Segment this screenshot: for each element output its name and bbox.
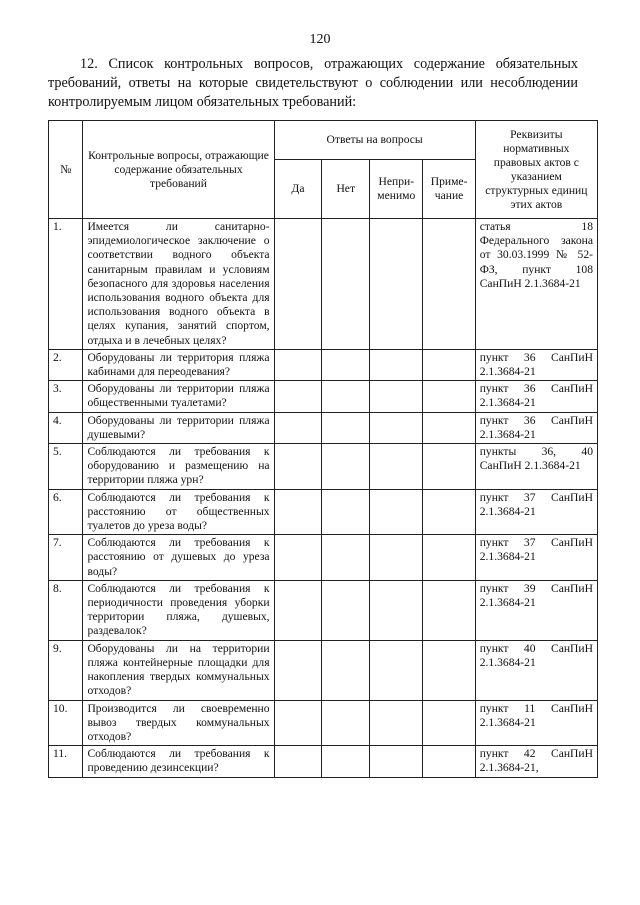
answer-yes-cell[interactable]	[274, 412, 322, 443]
section-intro: 12. Список контрольных вопросов, отражающих содержание обязательных требований, ответы на которые свидетельствуют о соблюдении или несоблюдении контролируемым лицом обязательных требований:	[48, 56, 578, 110]
row-requisites: пункт 37 СанПиН 2.1.3684-21	[475, 535, 597, 581]
answer-note-cell[interactable]	[423, 640, 475, 700]
answer-na-cell[interactable]	[370, 219, 423, 350]
table-row	[49, 535, 598, 581]
row-question: Соблюдаются ли требования к периодичности проведения уборки территории пляжа, душевых, раздевалок?	[83, 580, 274, 640]
table-row	[49, 412, 598, 443]
answer-yes-cell[interactable]	[274, 746, 322, 777]
header-note: Приме-чание	[423, 160, 475, 219]
row-requisites: пункт 42 СанПиН 2.1.3684-21,	[475, 746, 597, 777]
row-question: Оборудованы ли территории пляжа душевыми?	[83, 412, 274, 443]
answer-note-cell[interactable]	[423, 700, 475, 746]
answer-yes-cell[interactable]	[274, 580, 322, 640]
row-question: Оборудованы ли территория пляжа кабинами для переодевания?	[83, 349, 274, 380]
table-row	[49, 700, 598, 746]
row-num: 3.	[49, 381, 83, 412]
answer-yes-cell[interactable]	[274, 640, 322, 700]
answer-note-cell[interactable]	[423, 580, 475, 640]
row-question: Соблюдаются ли требования к оборудованию и размещению на территории пляжа урн?	[83, 444, 274, 490]
answer-no-cell[interactable]	[322, 580, 370, 640]
checklist-table	[48, 120, 598, 778]
answer-no-cell[interactable]	[322, 412, 370, 443]
answer-no-cell[interactable]	[322, 535, 370, 581]
row-num: 7.	[49, 535, 83, 581]
row-requisites: пункт 11 СанПиН 2.1.3684-21	[475, 700, 597, 746]
answer-na-cell[interactable]	[370, 444, 423, 490]
answer-no-cell[interactable]	[322, 381, 370, 412]
table-row	[49, 746, 598, 777]
header-question: Контрольные вопросы, отражающие содержание обязательных требований	[83, 121, 274, 219]
table-row	[49, 349, 598, 380]
answer-note-cell[interactable]	[423, 381, 475, 412]
table-row	[49, 219, 598, 350]
row-num: 8.	[49, 580, 83, 640]
row-requisites: пункт 36 СанПиН 2.1.3684-21	[475, 412, 597, 443]
answer-no-cell[interactable]	[322, 444, 370, 490]
answer-na-cell[interactable]	[370, 535, 423, 581]
row-num: 4.	[49, 412, 83, 443]
answer-yes-cell[interactable]	[274, 444, 322, 490]
row-num: 9.	[49, 640, 83, 700]
answer-na-cell[interactable]	[370, 489, 423, 535]
row-requisites: пункты 36, 40 СанПиН 2.1.3684-21	[475, 444, 597, 490]
answer-na-cell[interactable]	[370, 746, 423, 777]
page-number: 120	[309, 32, 331, 47]
answer-yes-cell[interactable]	[274, 381, 322, 412]
answer-na-cell[interactable]	[370, 700, 423, 746]
row-question: Соблюдаются ли требования к расстоянию от общественных туалетов до уреза воды?	[83, 489, 274, 535]
row-num: 2.	[49, 349, 83, 380]
answer-note-cell[interactable]	[423, 349, 475, 380]
answer-no-cell[interactable]	[322, 489, 370, 535]
row-num: 6.	[49, 489, 83, 535]
row-requisites: статья 18 Федерального закона от 30.03.1999 № 52-ФЗ, пункт 108 СанПиН 2.1.3684-21	[475, 219, 597, 350]
answer-na-cell[interactable]	[370, 640, 423, 700]
answer-yes-cell[interactable]	[274, 700, 322, 746]
header-requisites: Реквизиты нормативных правовых актов с указанием структурных единиц этих актов	[475, 121, 597, 219]
answer-no-cell[interactable]	[322, 700, 370, 746]
row-question: Оборудованы ли на территории пляжа контейнерные площадки для накопления твердых коммунальных отходов?	[83, 640, 274, 700]
row-question: Соблюдаются ли требования к расстоянию от душевых до уреза воды?	[83, 535, 274, 581]
answer-yes-cell[interactable]	[274, 489, 322, 535]
answer-note-cell[interactable]	[423, 489, 475, 535]
header-no: Нет	[322, 160, 370, 219]
answer-note-cell[interactable]	[423, 444, 475, 490]
answer-na-cell[interactable]	[370, 580, 423, 640]
answer-no-cell[interactable]	[322, 640, 370, 700]
row-num: 5.	[49, 444, 83, 490]
answer-no-cell[interactable]	[322, 746, 370, 777]
row-requisites: пункт 36 СанПиН 2.1.3684-21	[475, 349, 597, 380]
header-num: №	[49, 121, 83, 219]
row-question: Производится ли своевременно вывоз твердых коммунальных отходов?	[83, 700, 274, 746]
row-question: Оборудованы ли территории пляжа общественными туалетами?	[83, 381, 274, 412]
answer-no-cell[interactable]	[322, 219, 370, 350]
row-num: 11.	[49, 746, 83, 777]
table-row	[49, 580, 598, 640]
answer-na-cell[interactable]	[370, 349, 423, 380]
row-question: Имеется ли санитарно-эпидемиологическое заключение о соответствии водного объекта санитарным правилам и условиям безопасного для здоровья населения использования водного объекта для использования водного объекта в целях купания, занятий спортом, отдыха и в лечебных целях?	[83, 219, 274, 350]
header-answers: Ответы на вопросы	[274, 121, 475, 160]
answer-yes-cell[interactable]	[274, 535, 322, 581]
table-row	[49, 489, 598, 535]
answer-note-cell[interactable]	[423, 219, 475, 350]
answer-no-cell[interactable]	[322, 349, 370, 380]
answer-note-cell[interactable]	[423, 412, 475, 443]
answer-yes-cell[interactable]	[274, 349, 322, 380]
answer-na-cell[interactable]	[370, 412, 423, 443]
row-num: 1.	[49, 219, 83, 350]
table-row	[49, 640, 598, 700]
row-question: Соблюдаются ли требования к проведению дезинсекции?	[83, 746, 274, 777]
row-requisites: пункт 37 СанПиН 2.1.3684-21	[475, 489, 597, 535]
row-requisites: пункт 36 СанПиН 2.1.3684-21	[475, 381, 597, 412]
header-na: Непри-менимо	[370, 160, 423, 219]
header-yes: Да	[274, 160, 322, 219]
table-row	[49, 381, 598, 412]
answer-note-cell[interactable]	[423, 746, 475, 777]
answer-note-cell[interactable]	[423, 535, 475, 581]
answer-yes-cell[interactable]	[274, 219, 322, 350]
row-requisites: пункт 39 СанПиН 2.1.3684-21	[475, 580, 597, 640]
row-num: 10.	[49, 700, 83, 746]
table-row	[49, 444, 598, 490]
answer-na-cell[interactable]	[370, 381, 423, 412]
row-requisites: пункт 40 СанПиН 2.1.3684-21	[475, 640, 597, 700]
